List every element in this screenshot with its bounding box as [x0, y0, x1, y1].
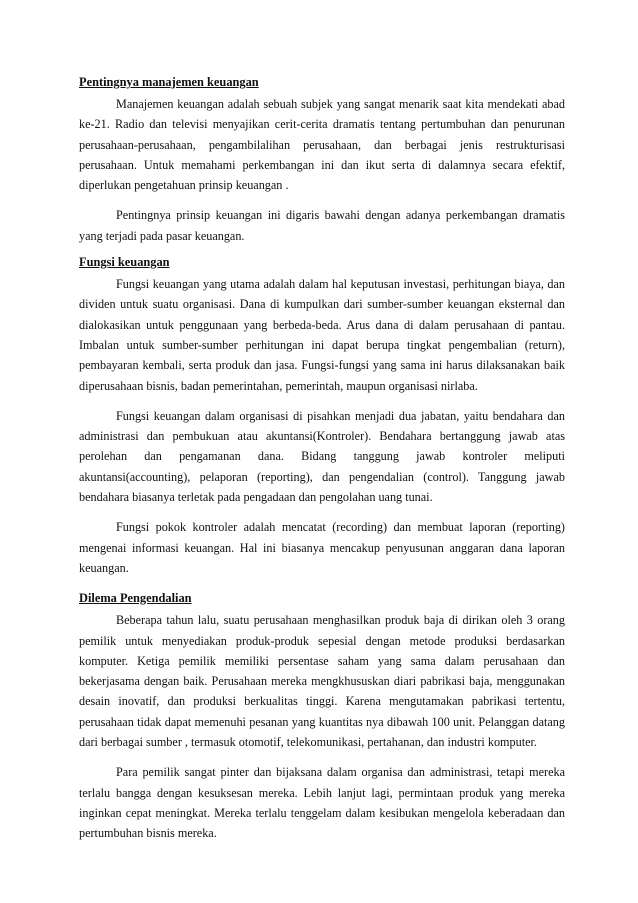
- heading-fungsi-keuangan: Fungsi keuangan: [79, 255, 170, 270]
- document-body: [79, 72, 565, 854]
- heading-pentingnya-manajemen-keuangan: Pentingnya manajemen keuangan: [79, 75, 259, 89]
- paragraph: Beberapa tahun lalu, suatu perusahaan menghasilkan produk baja di dirikan oleh 3 orang pemilik untuk menyediakan produk-produk sepesial dengan metode produksi berdasarkan komputer. Ketiga pemilik memiliki persentase saham yang sama dalam perusahaan dan bekerjasama dengan baik. Perusahaan mereka mengkhususkan diari pabrikasi baja, menggunakan desain inovatif, dan produksi berkualitas tinggi. Karena mengutamakan pabrikasi tertentu, perusahaan tidak dapat memenuhi pesanan yang kuantitas nya dibawah 100 unit. Pelanggan datang dari berbagai sumber , termasuk otomotif, telekomunikasi, pertahanan, dan industri komputer.: [79, 613, 565, 750]
- paragraph: Manajemen keuangan adalah sebuah subjek yang sangat menarik saat kita mendekati abad ke-21. Radio dan televisi menyajikan cerit-cerita dramatis tentang pertumbuhan dan penurunan perusahaan-perusahaan, pengambilalihan perusahaan, dan berbagai jenis restrukturisasi perusahaan. Untuk memahami perkembangan ini dan ikut serta di dalamnya secara efektif, diperlukan pengetahuan prinsip keuangan .: [79, 97, 565, 193]
- paragraph: Para pemilik sangat pinter dan bijaksana dalam organisa dan administrasi, tetapi mereka terlalu bangga dengan kesuksesan mereka. Lebih lanjut lagi, permintaan produk yang mereka inginkan cepat meningkat. Mereka terlalu tenggelam dalam kesibukan mengelola keberadaan dan pertumbuhan bisnis mereka.: [79, 765, 565, 841]
- paragraph: Pentingnya prinsip keuangan ini digaris bawahi dengan adanya perkembangan dramatis yang terjadi pada pasar keuangan.: [79, 208, 565, 243]
- paragraph: Fungsi keuangan dalam organisasi di pisahkan menjadi dua jabatan, yaitu bendahara dan administrasi dan pembukuan atau akuntansi(Kontroler). Bendahara bertanggung jawab atas perolehan dan pengamanan dana. Bidang tanggung jawab kontroler meliputi akuntansi(accounting), pelaporan (reporting), dan pengendalian (control). Tanggung jawab bendahara biasanya terletak pada pengadaan dan pengolahan uang tunai.: [79, 408, 565, 505]
- heading-dilema-pengendalian: Dilema Pengendalian: [79, 591, 192, 606]
- paragraph: Fungsi pokok kontroler adalah mencatat (recording) dan membuat laporan (reporting) mengenai informasi keuangan. Hal ini biasanya mencakup penyusunan anggaran dana laporan keuangan.: [79, 520, 565, 575]
- paragraph: Fungsi keuangan yang utama adalah dalam hal keputusan investasi, perhitungan biaya, dan dividen untuk suatu organisasi. Dana di kumpulkan dari sumber-sumber keuangan eksternal dan dialokasikan untuk penggunaan yang berbeda-beda. Arus dana di dalam perusahaan di pantau. Imbalan untuk sumber-sumber perhitungan ini dapat berupa tingkat pengembalian (return), pembayaran kembali, serta produk dan jasa. Fungsi-fungsi yang sama ini harus dilaksanakan baik diperusahaan bisnis, badan pemerintahan, pemerintah, maupun organisasi nirlaba.: [79, 277, 565, 393]
